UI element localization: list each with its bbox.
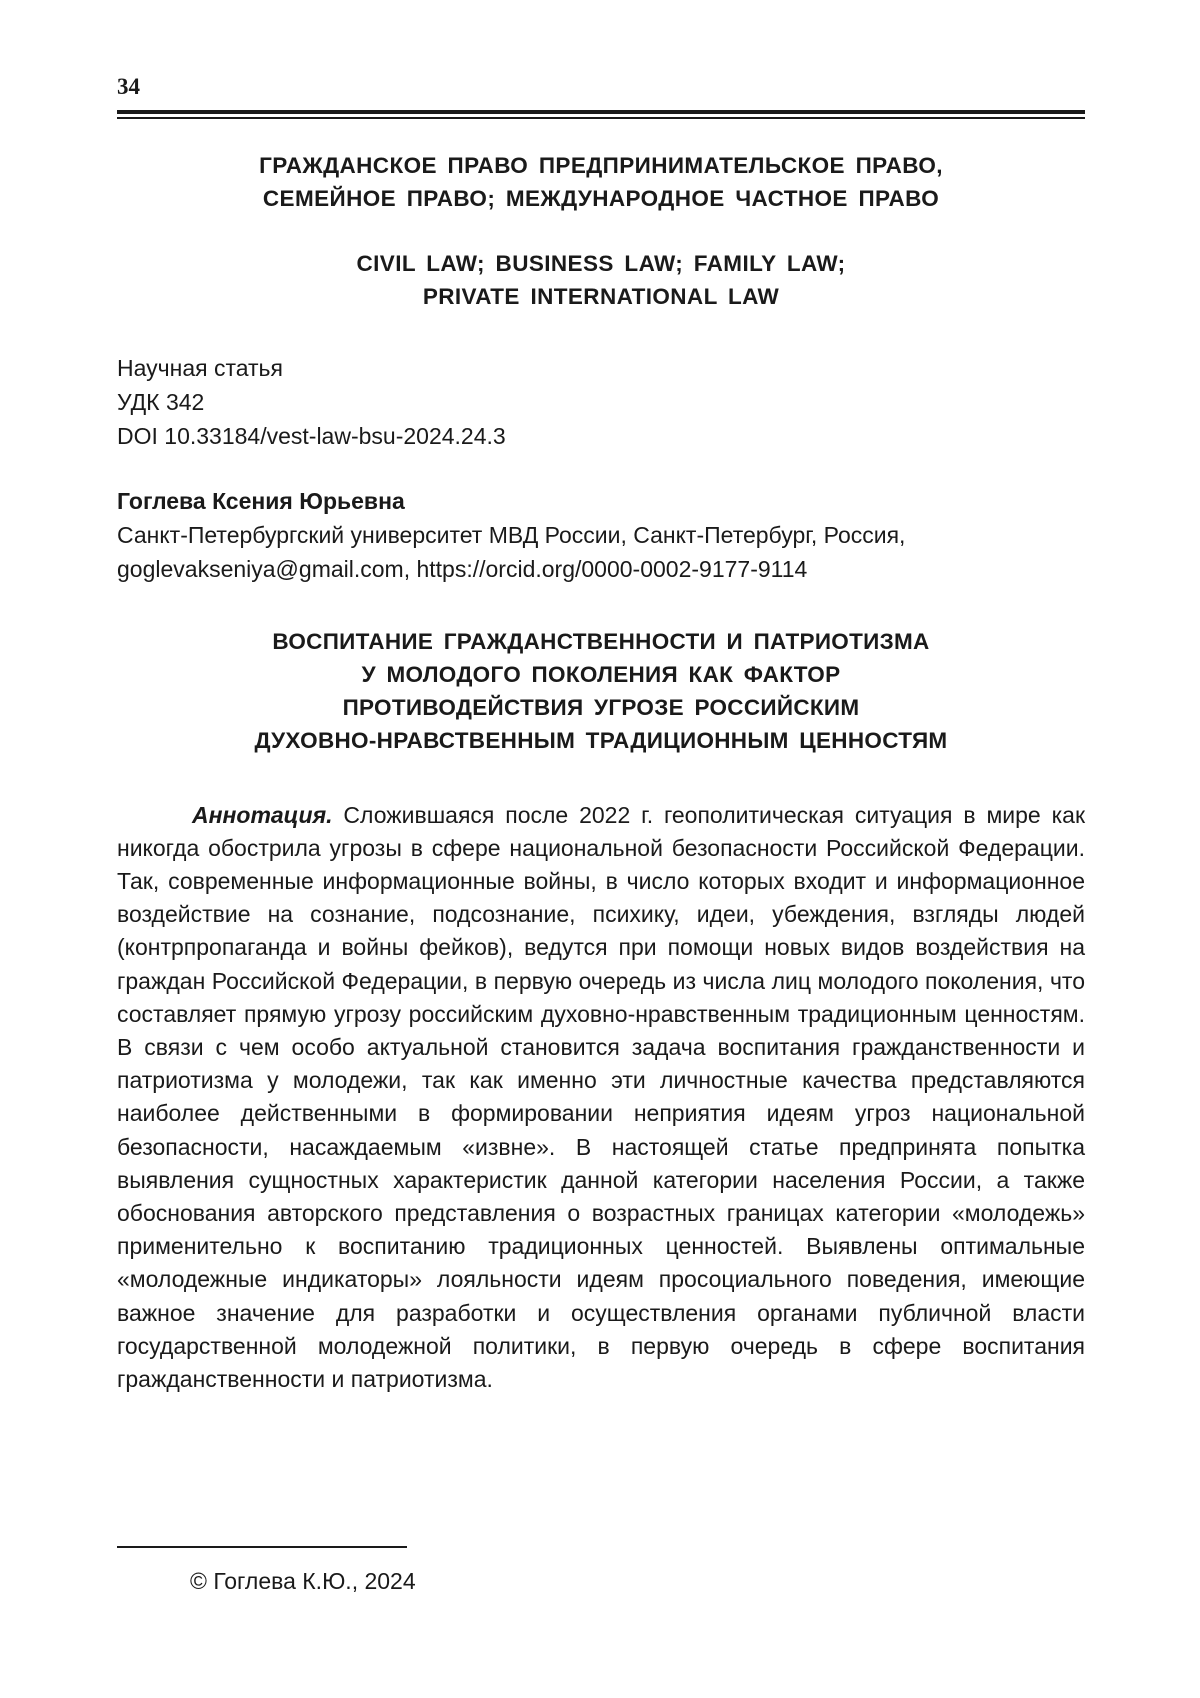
- abstract-text: Сложившаяся после 2022 г. геополитическая ситуация в мире как никогда обострила угрозы в сфере национальной безопасности Российской Федерации. Так, современные информационные войны, в число которых входит и информационное воздействие на сознание, подсознание, психику, идеи, убеждения, взгляды людей (контрпропаганда и войны фейков), ведутся при помощи новых видов воздействия на граждан Российской Федерации, в первую очередь из числа лиц молодого поколения, что составляет прямую угрозу российским духовно-нравственным традиционным ценностям. В связи с чем особо актуальной становится задача воспитания гражданственности и патриотизма у молодежи, так как именно эти личностные качества представляются наиболее действенными в формировании неприятия идеям угроз национальной безопасности, насаждаемым «извне». В настоящей статье предпринята попытка выявления сущностных характеристик данной категории населения России, а также обоснования авторского представления о возрастных границах категории «молодежь» применительно к воспитанию традиционных ценностей. Выявлены оптимальные «молодежные индикаторы» лояльности идеям просоциального поведения, имеющие важное значение для разработки и осуществления органами публичной власти государственной молодежной политики, в первую очередь в сфере воспитания гражданственности и патриотизма.: [117, 801, 1086, 1392]
- section-title-en-line-2: PRIVATE INTERNATIONAL LAW: [422, 283, 780, 309]
- article-title-line-3: ПРОТИВОДЕЙСТВИЯ УГРОЗЕ РОССИЙСКИМ: [342, 694, 860, 720]
- doi: DOI 10.33184/vest-law-bsu-2024.24.3: [117, 422, 506, 449]
- copyright-notice: © Гоглева К.Ю., 2024: [190, 1568, 416, 1594]
- article-title-line-2: У МОЛОДОГО ПОКОЛЕНИЯ КАК ФАКТОР: [361, 661, 841, 687]
- article-meta: [117, 351, 1085, 453]
- article-title: [117, 625, 1085, 757]
- header-rule-thick: [117, 110, 1085, 114]
- page-content: [117, 72, 1085, 1419]
- article-title-line-4: ДУХОВНО-НРАВСТВЕННЫМ ТРАДИЦИОННЫМ ЦЕННОСТЯМ: [254, 727, 948, 753]
- section-title-en: [117, 247, 1085, 313]
- abstract-label: Аннотация.: [192, 801, 333, 828]
- article-type: Научная статья: [117, 354, 283, 381]
- author-name: Гоглева Ксения Юрьевна: [117, 487, 405, 514]
- abstract: [117, 799, 1085, 1397]
- section-title-ru-line-1: ГРАЖДАНСКОЕ ПРАВО ПРЕДПРИНИМАТЕЛЬСКОЕ ПРАВО,: [259, 152, 943, 178]
- author-affiliation: Санкт-Петербургский университет МВД России, Санкт-Петербург, Россия,: [117, 521, 906, 548]
- udc-code: УДК 342: [117, 388, 205, 415]
- author-block: [117, 484, 1085, 586]
- section-title-ru: [117, 149, 1085, 215]
- article-title-line-1: ВОСПИТАНИЕ ГРАЖДАНСТВЕННОСТИ И ПАТРИОТИЗМА: [272, 628, 930, 654]
- page-number: 34: [117, 74, 140, 99]
- footnote-rule: [117, 1546, 407, 1548]
- section-title-ru-line-2: СЕМЕЙНОЕ ПРАВО; МЕЖДУНАРОДНОЕ ЧАСТНОЕ ПРАВО: [262, 185, 940, 211]
- header-rule-thin: [117, 117, 1085, 119]
- author-contacts: goglevakseniya@gmail.com, https://orcid.org/0000-0002-9177-9114: [117, 555, 808, 582]
- section-title-en-line-1: CIVIL LAW; BUSINESS LAW; FAMILY LAW;: [356, 250, 846, 276]
